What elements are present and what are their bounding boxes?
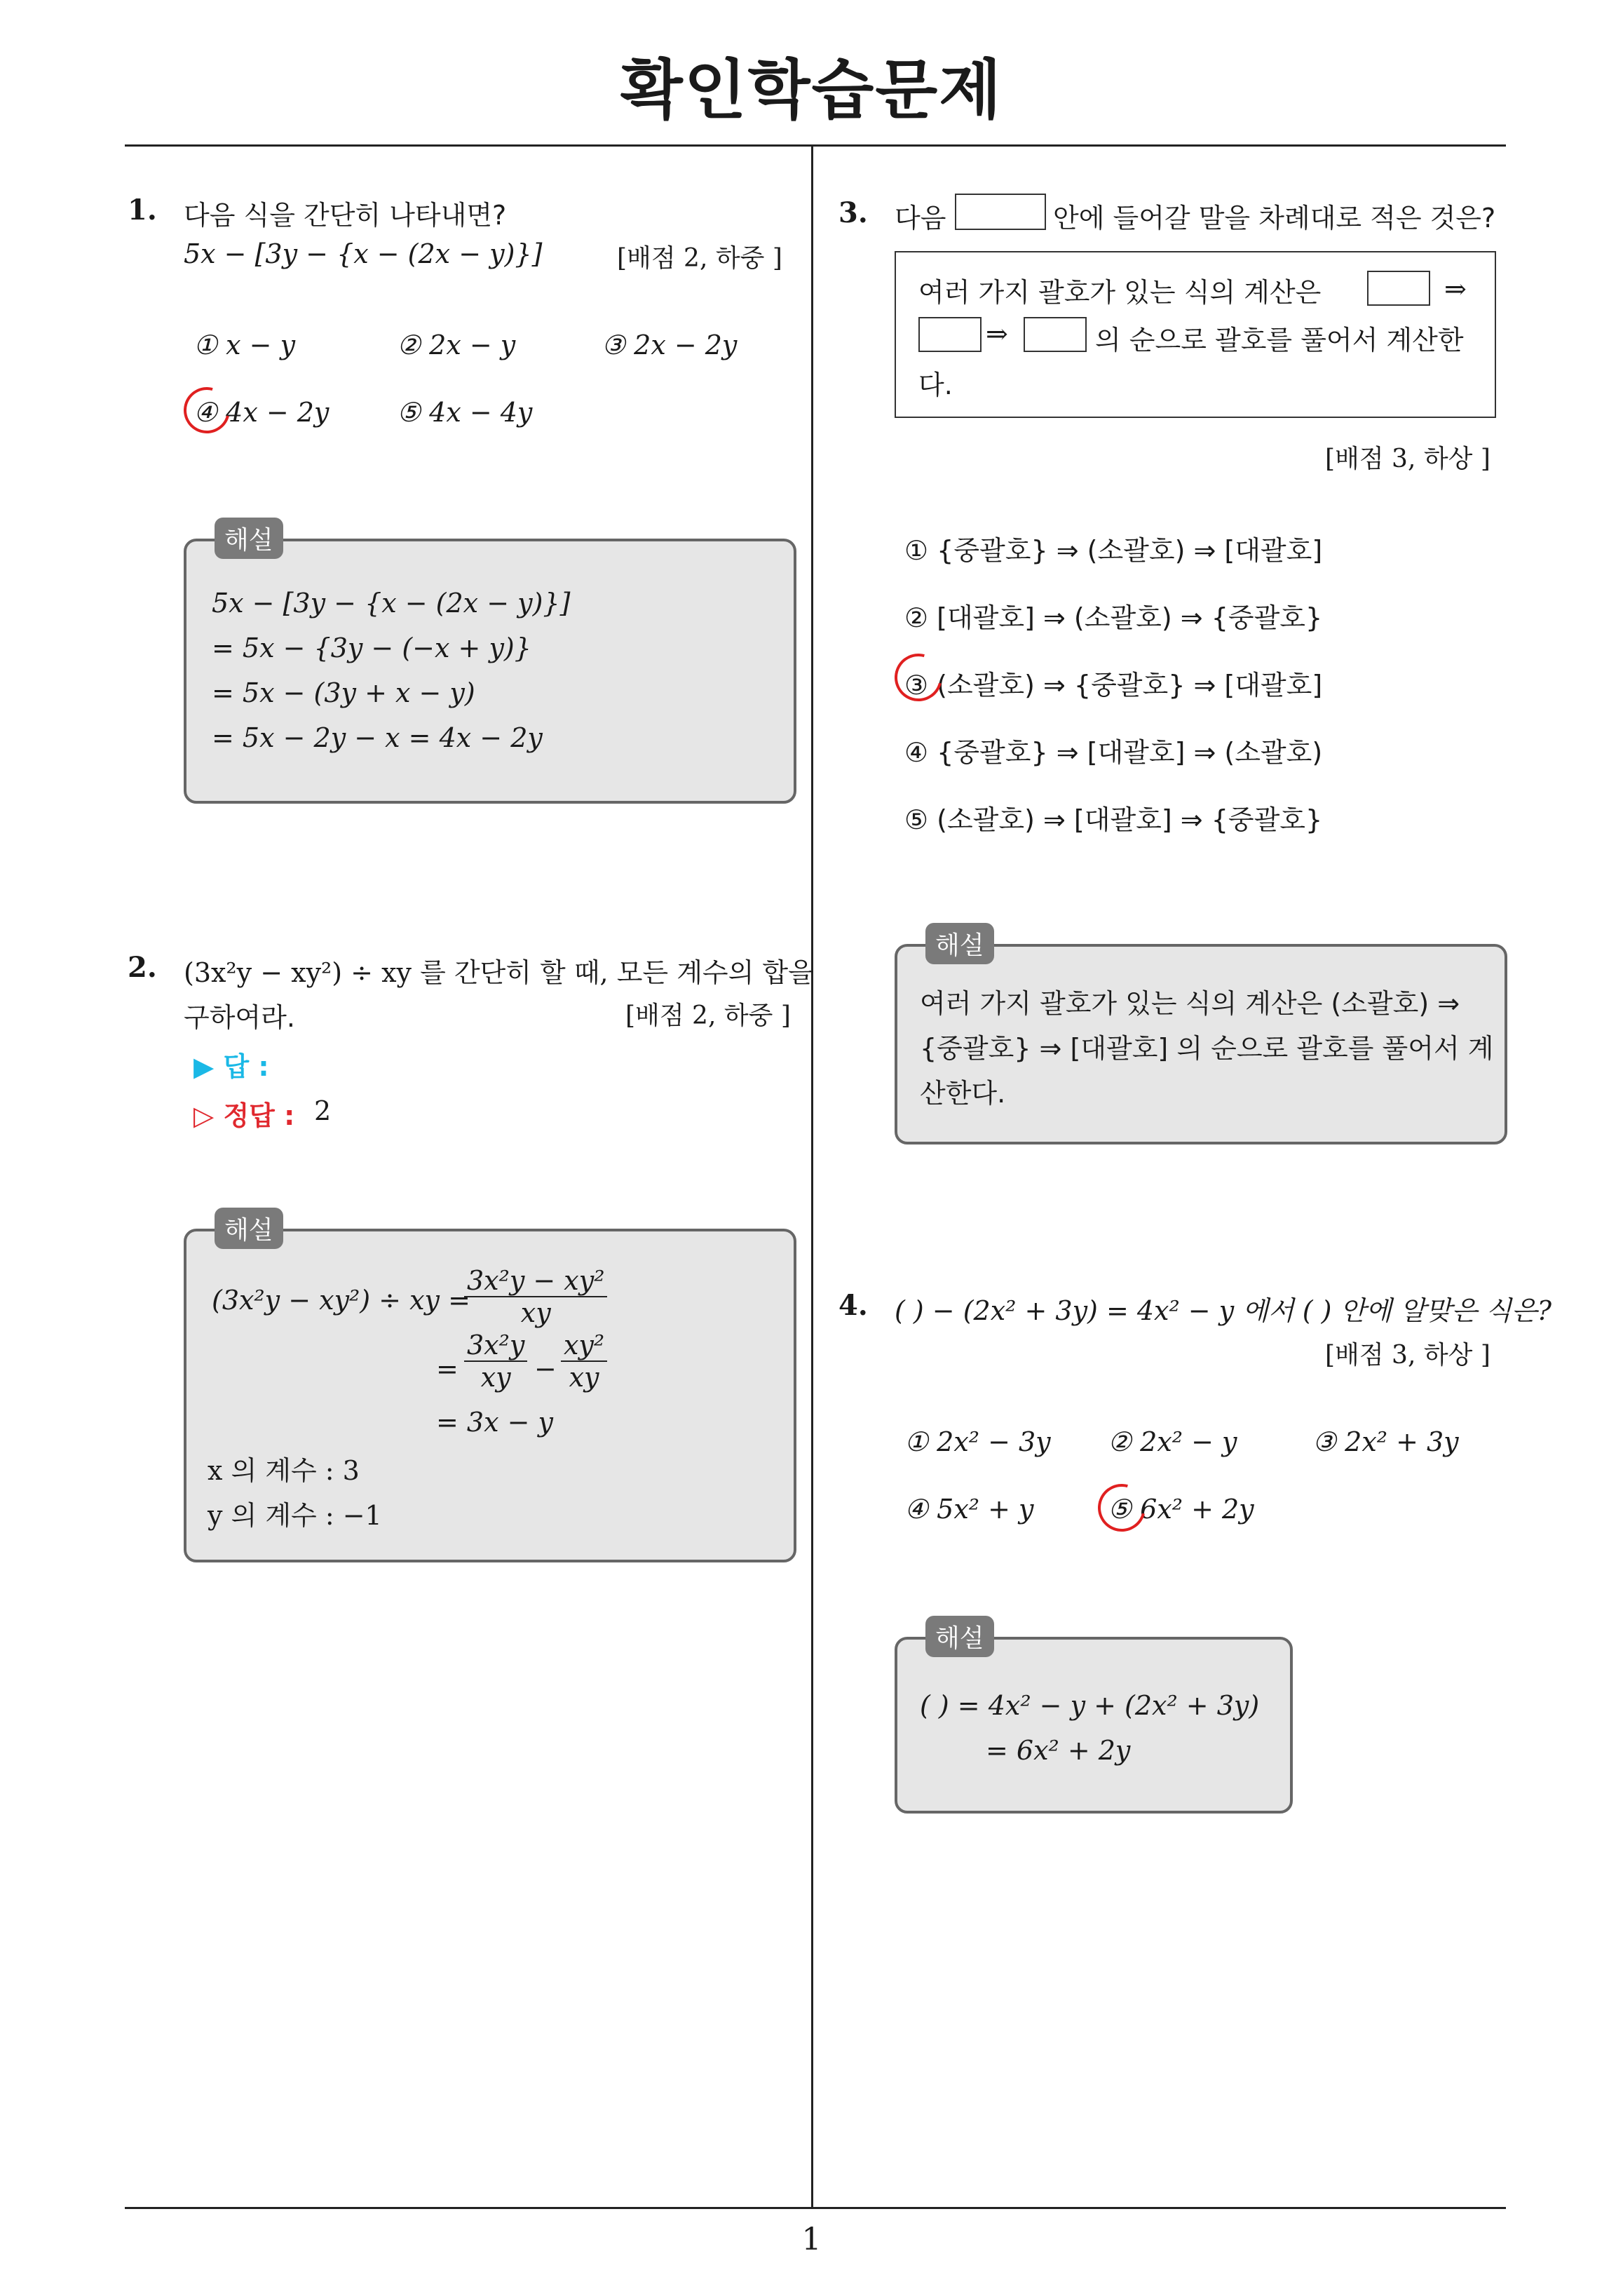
q3-solution-line-3: 산한다. (920, 1078, 1006, 1109)
q1-answer-mark (175, 379, 238, 442)
column-divider (811, 144, 813, 2208)
q4-question: ( ) − (2x² + 3y) = 4x² − y 에서 ( ) 안에 알맞은 식은? (895, 1295, 1552, 1326)
q4-option-1[interactable]: ① 2x² − 3y (904, 1426, 1051, 1457)
q2-number: 2. (128, 951, 157, 984)
q1-option-4[interactable]: ④ 4x − 2y (193, 397, 330, 428)
q4-option-4[interactable]: ④ 5x² + y (904, 1494, 1034, 1525)
q1-solution-line-2: = 5x − {3y − (−x + y)} (212, 633, 531, 663)
q3-option-2[interactable]: ② [대괄호] ⇒ (소괄호) ⇒ {중괄호} (904, 602, 1323, 633)
q3-blank-2 (918, 317, 982, 352)
q1-solution-box (184, 539, 796, 804)
q2-fraction-1-denominator: xy (520, 1297, 551, 1328)
q1-expression: 5x − [3y − {x − (2x − y)}] (184, 238, 543, 269)
q3-option-3[interactable]: ③ (소괄호) ⇒ {중괄호} ⇒ [대괄호] (904, 670, 1323, 701)
q2-solution-result: = 3x − y (436, 1407, 553, 1438)
q2-coefficient-y: y 의 계수 : −1 (208, 1500, 382, 1531)
top-divider (125, 144, 1506, 147)
q2-correct-value: 2 (314, 1095, 332, 1126)
q1-number: 1. (128, 194, 157, 227)
q2-solution-equals: = (436, 1353, 459, 1384)
q4-answer-mark (1089, 1475, 1155, 1541)
q2-solution-minus: − (534, 1353, 557, 1384)
q3-arrow-1: ⇒ (1444, 274, 1467, 304)
q2-meta: [배점 2, 하중 ] (625, 1001, 791, 1030)
q2-correct-label: ▷ 정답 : (193, 1100, 295, 1131)
q2-solution-lhs: (3x²y − xy²) ÷ xy = (212, 1285, 470, 1316)
bottom-divider (125, 2207, 1506, 2209)
q3-frame-line-2: 의 순으로 괄호를 풀어서 계산한 (1095, 325, 1464, 356)
q3-frame-line-1: 여러 가지 괄호가 있는 식의 계산은 (918, 277, 1322, 308)
q2-fraction-3-denominator: xy (569, 1362, 599, 1393)
q3-solution-label: 해설 (925, 923, 994, 964)
q4-solution-label: 해설 (925, 1616, 994, 1657)
q1-option-5[interactable]: ⑤ 4x − 4y (397, 397, 533, 428)
page-number: 1 (801, 2222, 822, 2257)
q3-question-blank (955, 194, 1046, 230)
q2-fraction-2-numerator: 3x²y (464, 1330, 527, 1362)
q4-option-2[interactable]: ② 2x² − y (1108, 1426, 1237, 1457)
q3-meta: [배점 3, 하상 ] (1325, 445, 1490, 473)
q1-meta: [배점 2, 하중 ] (617, 244, 782, 273)
q3-option-5[interactable]: ⑤ (소괄호) ⇒ [대괄호] ⇒ {중괄호} (904, 804, 1323, 835)
q3-blank-1 (1367, 271, 1430, 306)
q2-fraction-2-denominator: xy (480, 1362, 511, 1393)
q1-solution-line-4: = 5x − 2y − x = 4x − 2y (212, 722, 543, 753)
q4-solution-line-1: ( ) = 4x² − y + (2x² + 3y) (920, 1690, 1260, 1721)
q3-option-1[interactable]: ① {중괄호} ⇒ (소괄호) ⇒ [대괄호] (904, 535, 1323, 566)
q2-question-line-1: (3x²y − xy²) ÷ xy 를 간단히 할 때, 모든 계수의 합을 (184, 957, 814, 988)
q2-fraction-3-numerator: xy² (561, 1330, 607, 1362)
q1-solution-line-3: = 5x − (3y + x − y) (212, 677, 475, 708)
q4-option-3[interactable]: ③ 2x² + 3y (1312, 1426, 1459, 1457)
q4-solution-line-2: = 6x² + 2y (986, 1735, 1131, 1766)
q1-question: 다음 식을 간단히 나타내면? (184, 200, 507, 231)
q3-option-4[interactable]: ④ {중괄호} ⇒ [대괄호] ⇒ (소괄호) (904, 737, 1323, 768)
q2-answer-label: ▶ 답 : (193, 1051, 269, 1082)
q1-solution-line-1: 5x − [3y − {x − (2x − y)}] (212, 588, 571, 619)
q4-meta: [배점 3, 하상 ] (1325, 1341, 1490, 1370)
q3-solution-line-1: 여러 가지 괄호가 있는 식의 계산은 (소괄호) ⇒ (920, 988, 1460, 1019)
q2-solution-fraction-2 (464, 1330, 527, 1393)
q2-fraction-1-numerator: 3x²y − xy² (464, 1265, 607, 1297)
q3-number: 3. (838, 196, 868, 229)
page-title: 확인학습문제 (620, 53, 1003, 128)
q3-question-after: 안에 들어갈 말을 차례대로 적은 것은? (1053, 203, 1496, 234)
q4-solution-box (895, 1637, 1293, 1814)
q3-arrow-2: ⇒ (986, 318, 1008, 349)
q1-option-1[interactable]: ① x − y (193, 330, 296, 360)
q2-coefficient-x: x 의 계수 : 3 (208, 1455, 360, 1486)
q2-solution-label: 해설 (215, 1208, 283, 1249)
q2-solution-fraction-1 (464, 1265, 607, 1328)
q1-option-2[interactable]: ② 2x − y (397, 330, 516, 360)
q3-blank-3 (1024, 317, 1087, 352)
q3-question-before: 다음 (895, 203, 946, 234)
q3-solution-line-2: {중괄호} ⇒ [대괄호] 의 순으로 괄호를 풀어서 계 (920, 1033, 1494, 1064)
q3-frame-line-3: 다. (918, 370, 953, 400)
q4-number: 4. (838, 1289, 868, 1322)
q4-option-5[interactable]: ⑤ 6x² + 2y (1108, 1494, 1254, 1525)
q1-option-3[interactable]: ③ 2x − 2y (602, 330, 738, 360)
q2-question-line-2: 구하여라. (184, 1002, 295, 1033)
q1-solution-label: 해설 (215, 518, 283, 559)
q2-solution-fraction-3 (561, 1330, 607, 1393)
